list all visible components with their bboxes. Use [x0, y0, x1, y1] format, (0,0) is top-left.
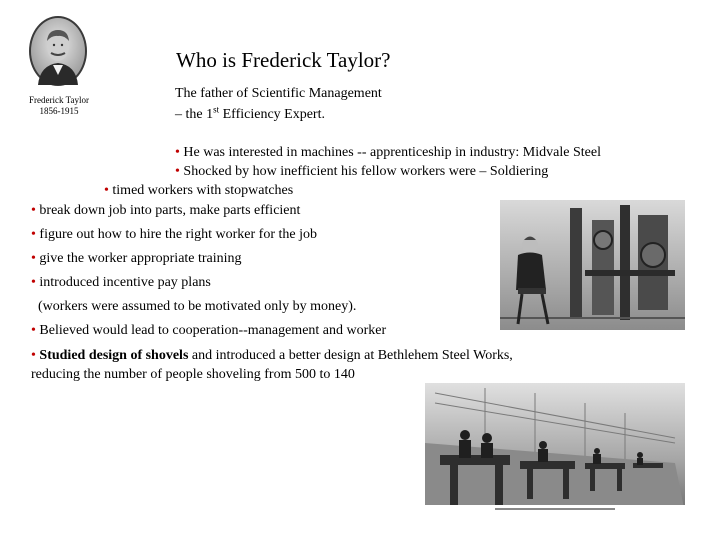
bullet-note: (workers were assumed to be motivated only by money). — [38, 299, 357, 314]
bullet-text: introduced incentive pay plans — [39, 275, 211, 290]
frederick-taylor-portrait — [28, 15, 88, 87]
portrait-caption-name: Frederick Taylor — [29, 95, 89, 105]
intro-line-2-prefix: – the 1 — [175, 107, 214, 122]
bullet-text: timed workers with stopwatches — [112, 183, 294, 198]
bullet-item — [175, 163, 548, 180]
bullet-item — [31, 226, 317, 243]
factory-workers-photo — [425, 383, 685, 513]
bullet-glyph: • — [31, 203, 36, 218]
bullet-glyph: • — [31, 323, 36, 338]
bullet-glyph: • — [31, 227, 36, 242]
bullet-item — [31, 250, 242, 267]
intro-line-2-superscript: st — [213, 104, 220, 115]
bullet-glyph: • — [31, 251, 36, 266]
bullet-glyph: • — [175, 145, 180, 160]
intro-line-1: The father of Scientific Management — [175, 86, 382, 101]
bullet-glyph: • — [175, 164, 180, 179]
shovels-text-line-2: reducing the number of people shoveling from 500 to 140 — [31, 367, 355, 382]
bullet-item — [31, 202, 300, 219]
intro-line-2 — [175, 106, 325, 123]
shovels-text: and introduced a better design at Bethlehem Steel Works, — [188, 348, 513, 363]
bullet-item — [31, 322, 386, 339]
shovels-bold-text: Studied design of shovels — [39, 348, 189, 363]
bullet-item-shovels — [31, 347, 513, 364]
bullet-text: Believed would lead to cooperation--management and worker — [39, 323, 387, 338]
bullet-text: give the worker appropriate training — [39, 251, 242, 266]
bullet-glyph: • — [31, 348, 36, 363]
bullet-text: Shocked by how inefficient his fellow workers were – Soldiering — [183, 164, 549, 179]
taylor-at-machines-photo — [500, 200, 685, 330]
bullet-item — [175, 144, 601, 161]
bullet-glyph: • — [31, 275, 36, 290]
intro-line-2-suffix: Efficiency Expert. — [219, 107, 325, 122]
portrait-caption-years: 1856-1915 — [39, 106, 79, 116]
bullet-glyph: • — [104, 183, 109, 198]
bullet-text: He was interested in machines -- apprenticeship in industry: Midvale Steel — [183, 145, 601, 160]
slide-title: Who is Frederick Taylor? — [176, 48, 391, 72]
bullet-text: break down job into parts, make parts efficient — [39, 203, 301, 218]
bullet-text: figure out how to hire the right worker for the job — [39, 227, 317, 242]
bullet-item — [31, 274, 211, 291]
bullet-item — [104, 182, 293, 199]
